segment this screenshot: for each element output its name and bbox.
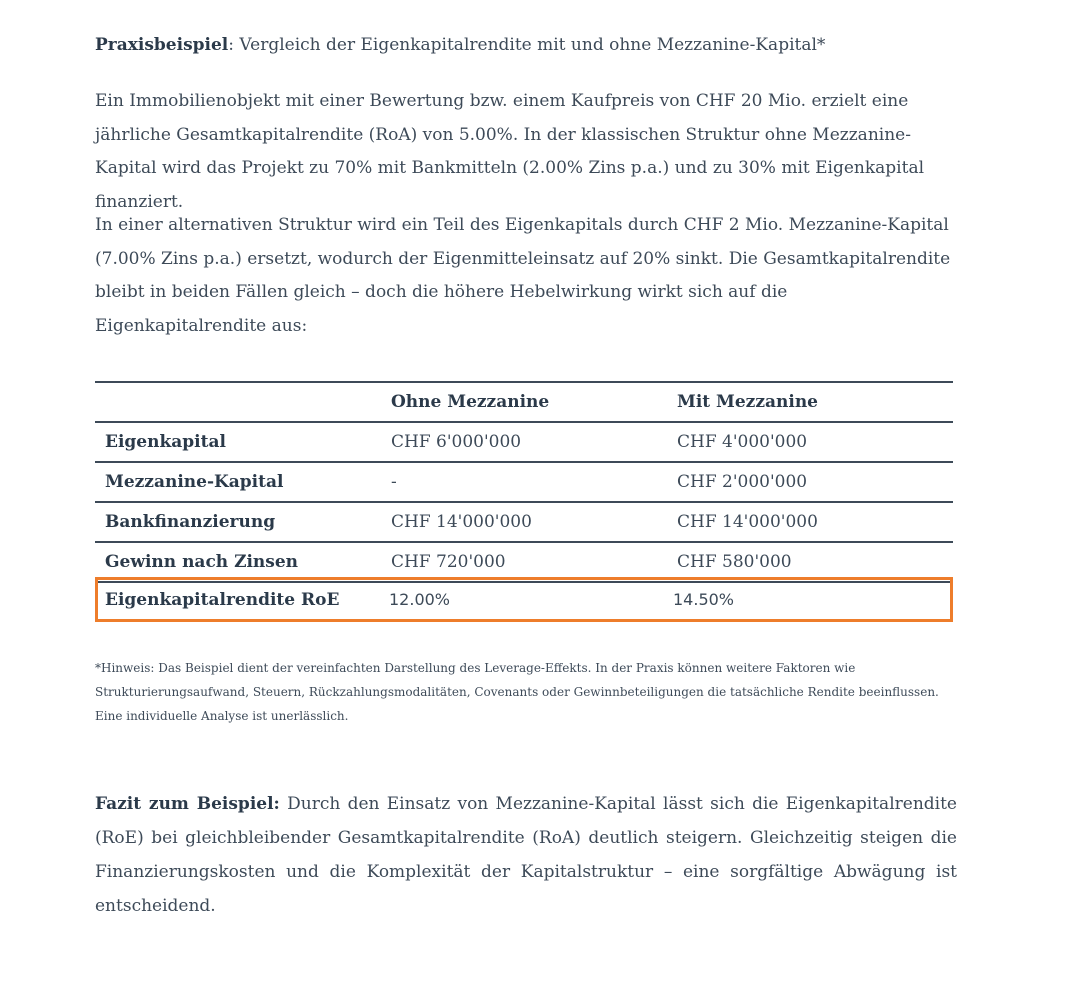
footnote: *Hinweis: Das Beispiel dient der vereinfachten Darstellung des Leverage-Effekts. In der Praxis können weitere Faktoren wie Strukturierungsaufwand, Steuern, Rückzahlungsmodalitäten, Covenants oder Gewinnbeteiligungen die tatsächliche Rendite beeinflussen. Eine individuelle Analyse ist unerlässlich. [95,661,939,723]
cell-value: CHF 14'000'000 [381,502,667,542]
cell-value: CHF 580'000 [667,542,953,582]
intro-paragraph: Ein Immobilienobjekt mit einer Bewertung bzw. einem Kaufpreis von CHF 20 Mio. erzielt eine jährliche Gesamtkapitalrendite (RoA) von 5.00%. In der klassischen Struktur ohne Mezzanine-Kapital wird das Projekt zu 70% mit Bankmitteln (2.00% Zins p.a.) und zu 30% mit Eigenkapital finanziert. [95,91,925,212]
cell-value: CHF 6'000'000 [381,422,667,462]
cell-value: - [381,462,667,502]
article-content [95,30,957,916]
table-header-mit: Mit Mezzanine [667,382,953,422]
roe-ohne-value: 12.00% [389,590,451,609]
conclusion-text: Durch den Einsatz von Mezzanine-Kapital lässt sich die Eigenkapitalrendite (RoE) bei gleichbleibender Gesamtkapitalrendite (RoA) deutlich steigern. Gleichzeitig steigen die Finanzierungskosten und die Komplexität der Kapitalstruktur – eine sorgfältige Abwägung ist entscheidend. [95,794,957,916]
row-label: Gewinn nach Zinsen [95,542,381,582]
cell-value: CHF 4'000'000 [667,422,953,462]
roe-mit-value: 14.50% [673,590,735,609]
row-label: Bankfinanzierung [95,502,381,542]
conclusion-lead: Fazit zum Beispiel: [95,794,280,814]
roe-label: Eigenkapitalrendite RoE [105,589,340,610]
table-row [95,462,953,502]
cell-value: CHF 720'000 [381,542,667,582]
table-header-row [95,382,953,422]
table-row [95,502,953,542]
cell-value: CHF 14'000'000 [667,502,953,542]
cell-value: CHF 2'000'000 [667,462,953,502]
table-header-empty [95,382,381,422]
comparison-table [95,381,953,583]
table-row [95,422,953,462]
row-label: Eigenkapital [95,422,381,462]
example-heading [95,30,957,60]
table-row [95,542,953,582]
row-label: Mezzanine-Kapital [95,462,381,502]
alternative-paragraph: In einer alternativen Struktur wird ein Teil des Eigenkapitals durch CHF 2 Mio. Mezzanine-Kapital (7.00% Zins p.a.) ersetzt, wodurch der Eigenmitteleinsatz auf 20% sinkt. Die Gesamtkapitalrendite bleibt in beiden Fällen gleich – doch die höhere Hebelwirkung wirkt sich auf die Eigenkapitalrendite aus: [95,215,951,336]
heading-lead: Praxisbeispiel [95,35,229,55]
conclusion-paragraph [95,787,957,923]
table-header-ohne: Ohne Mezzanine [381,382,667,422]
roe-highlight-row [95,577,953,622]
heading-text: : Vergleich der Eigenkapitalrendite mit und ohne Mezzanine-Kapital* [228,35,826,55]
